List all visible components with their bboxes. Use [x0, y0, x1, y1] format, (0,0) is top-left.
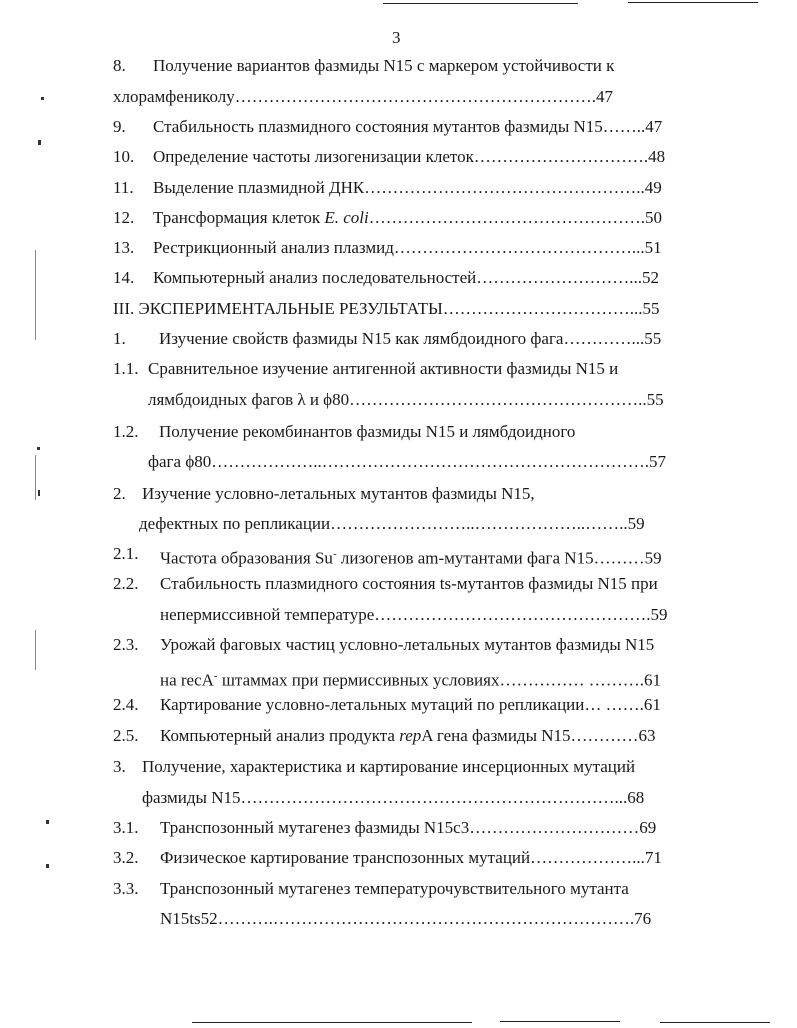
toc-entry-leader: ………………………………………….50: [368, 208, 662, 227]
toc-entry-title: Транспозонный мутагенез температурочувствительного мутанта: [160, 879, 629, 898]
toc-entry-number: 11.: [113, 178, 134, 197]
toc-entry-title: Получение рекомбинантов фазмиды N15 и лямбдоидного: [159, 422, 576, 441]
toc-entry-number: 13.: [113, 238, 135, 257]
toc-entry-number: 8.: [113, 56, 126, 75]
binding-edge-line: [35, 250, 36, 340]
toc-entry-title: Транспозонный мутагенез фазмиды N15с3…………………………69: [160, 818, 657, 837]
toc-entry-title: [160, 725, 656, 747]
toc-entry-number: 2.3.: [113, 635, 139, 654]
toc-entry-number: 12.: [113, 208, 135, 227]
toc-entry-title-rest: штаммах при пермиссивных условиях…………… ……….61: [217, 670, 661, 690]
toc-entry-title-rest: A гена фазмиды N15…………63: [421, 726, 656, 745]
toc-entry-number: 2.: [113, 484, 126, 503]
superscript-minus: -: [332, 548, 337, 560]
toc-entry-title-cont: [160, 665, 661, 692]
toc-entry-number: 3.3.: [113, 879, 139, 898]
toc-entry-number: 3.1.: [113, 818, 139, 837]
toc-entry-title: Урожай фаговых частиц условно-летальных мутантов фазмиды N15: [160, 635, 655, 654]
toc-entry-number: 9.: [113, 117, 126, 136]
toc-entry-number: 1.1.: [113, 359, 139, 378]
toc-entry-title: Изучение свойств фазмиды N15 как лямбдоидного фага…………...55: [159, 329, 662, 348]
top-scan-rule-right: [628, 2, 758, 3]
toc-entry-title: Изучение условно-летальных мутантов фазмиды N15,: [142, 484, 535, 503]
toc-entry-number: 2.4.: [113, 695, 139, 714]
scan-speck: [38, 490, 40, 496]
toc-entry-title: [160, 543, 662, 570]
page-number: 3: [392, 28, 401, 47]
superscript-minus: -: [213, 670, 218, 682]
toc-entry-title-cont: фазмиды N15…………………………………………………………...68: [142, 788, 645, 807]
toc-entry-title-text: на recA: [160, 670, 214, 690]
toc-entry-number: 14.: [113, 268, 135, 287]
binding-edge-line: [35, 455, 36, 500]
toc-entry-title-italic: E. coli: [324, 208, 369, 227]
toc-entry-title-text: Трансформация клеток: [153, 208, 321, 227]
scan-speck: [38, 140, 41, 145]
scan-speck: [41, 97, 44, 100]
scan-speck: [46, 820, 49, 824]
scan-speck: [37, 447, 40, 450]
toc-entry-title: Картирование условно-летальных мутаций по репликации… …….61: [160, 695, 661, 714]
toc-entry-title: Получение вариантов фазмиды N15 с маркером устойчивости к: [153, 56, 615, 75]
toc-entry-title-cont: N15ts52……….……………………………………………………….76: [160, 909, 652, 928]
toc-entry-title-cont: фага ϕ80………………..………………………………………………….57: [148, 452, 667, 471]
binding-edge-line: [35, 630, 36, 670]
toc-entry-number: 3.: [113, 757, 126, 776]
toc-entry-title: Рестрикционный анализ плазмид……………………………………...51: [153, 238, 662, 257]
toc-entry-title-rest: лизогенов am-мутантами фага N15………59: [336, 548, 662, 568]
toc-entry-title: Физическое картирование транспозонных мутаций………………...71: [160, 848, 662, 867]
toc-entry-title: Выделение плазмидной ДНК…………………………………………..49: [153, 178, 662, 197]
scan-speck: [46, 864, 49, 868]
toc-entry-title-cont: дефектных по репликации……………………..………………..……..59: [139, 514, 645, 533]
toc-entry-title-italic: rep: [399, 726, 422, 745]
toc-entry-number: 3.2.: [113, 848, 139, 867]
toc-section-heading: III. ЭКСПЕРИМЕНТАЛЬНЫЕ РЕЗУЛЬТАТЫ……………………………...55: [113, 299, 660, 318]
bottom-scan-rule-right: [500, 1021, 620, 1022]
toc-entry-title-text: Частота образования Su: [160, 548, 333, 568]
bottom-scan-rule: [192, 1022, 472, 1023]
toc-entry-number: 2.5.: [113, 726, 139, 745]
top-scan-rule: [383, 3, 578, 4]
toc-entry-title: Определение частоты лизогенизации клеток………………………….48: [153, 147, 666, 166]
toc-entry-title-cont: лямбдоидных фагов λ и ϕ80……………………………………………..55: [148, 390, 664, 409]
toc-entry-number: 1.: [113, 329, 126, 348]
toc-entry-number: 10.: [113, 147, 135, 166]
toc-entry-number: 2.2.: [113, 574, 139, 593]
toc-entry-title: Стабильность плазмидного состояния ts-мутантов фазмиды N15 при: [160, 574, 658, 593]
toc-entry-title: Компьютерный анализ последовательностей………………………...52: [153, 268, 660, 287]
toc-entry-number: 2.1.: [113, 544, 139, 563]
toc-entry-title: Стабильность плазмидного состояния мутантов фазмиды N15……..47: [153, 117, 663, 136]
toc-entry-number: 1.2.: [113, 422, 139, 441]
toc-entry-title-text: Компьютерный анализ продукта: [160, 726, 395, 745]
toc-entry-title: Получение, характеристика и картирование инсерционных мутаций: [142, 757, 636, 776]
bottom-scan-rule-far: [660, 1022, 770, 1023]
toc-entry-title-cont: непермиссивной температуре………………………………………….59: [160, 605, 668, 624]
toc-entry-title: [153, 207, 662, 229]
toc-entry-title: Сравнительное изучение антигенной активности фазмиды N15 и: [148, 359, 619, 378]
toc-entry-title-cont: хлорамфениколу……………………………………………………….47: [113, 87, 613, 106]
